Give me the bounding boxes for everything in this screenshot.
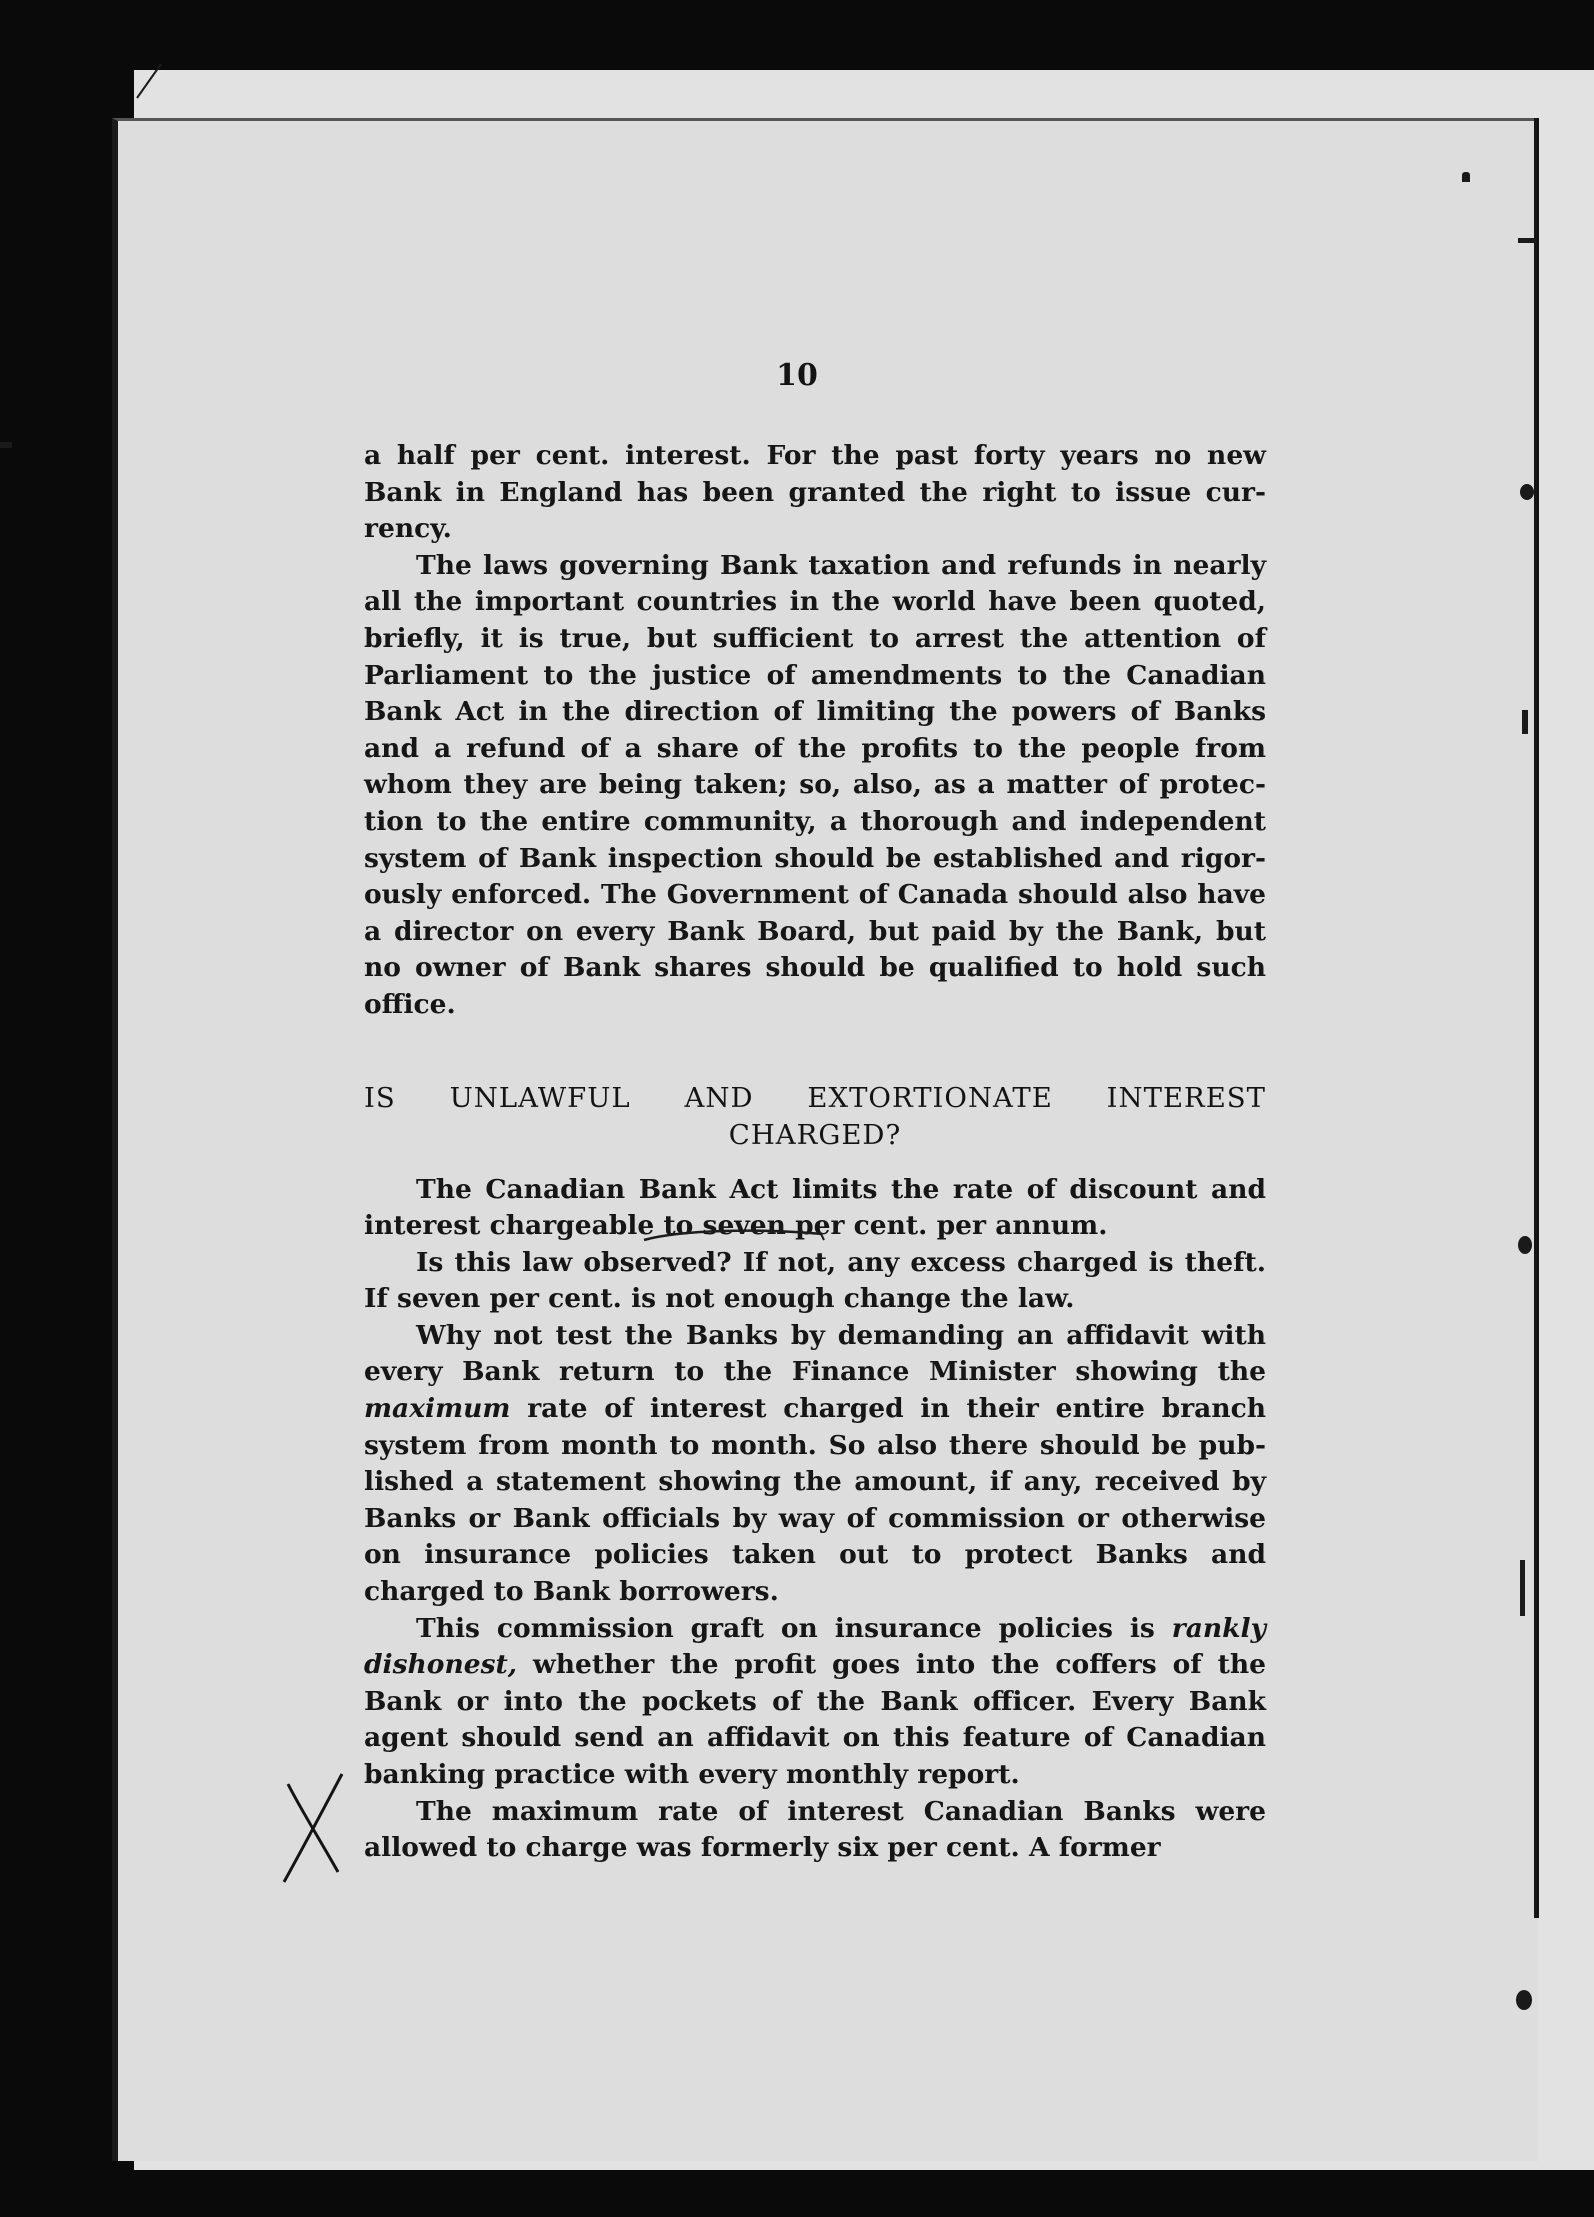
section-heading-line-1: IS UNLAWFUL AND EXTORTIONATE INTEREST bbox=[364, 1081, 1266, 1114]
edge-fleck bbox=[0, 442, 12, 448]
paragraph-text: This commission graft on insurance policies is bbox=[416, 1612, 1155, 1644]
edge-fleck bbox=[1518, 238, 1536, 243]
edge-fleck bbox=[1462, 172, 1470, 182]
paragraph: The Canadian Bank Act limits the rate of discount and interest chargeable to seven per cent. per annum. bbox=[364, 1173, 1266, 1242]
section-heading bbox=[364, 1080, 1266, 1154]
paragraph: a half per cent. interest. For the past forty years no new Bank in England has been granted the right to issue currency. bbox=[364, 440, 1266, 545]
paragraph-text: rate of interest charged in their entire branch system from month to month. So also there should be published a statement showing the amount, if any, received by Banks or Bank officials by way of commission or otherwise on insurance policies taken out to protect Banks and charged to Bank borrowers. bbox=[364, 1393, 1266, 1608]
corner-pen-stroke bbox=[135, 60, 165, 100]
handwritten-underline bbox=[640, 1226, 826, 1248]
paragraph: The maximum rate of interest Canadian Banks were allowed to charge was formerly six per cent. A former bbox=[364, 1795, 1266, 1864]
handwritten-x-mark bbox=[278, 1768, 348, 1886]
paragraph bbox=[364, 1318, 1266, 1611]
paragraph-text: whether the profit goes into the coffers of the Bank or into the pockets of the Bank officer. Every Bank agent should send an affidavit on this feature of Canadian banking practice with every monthly report. bbox=[364, 1649, 1266, 1790]
paragraph: The laws governing Bank taxation and refunds in nearly all the important countries in the world have been quoted, briefly, it is true, but sufficient to arrest the attention of Parliament to the justice of amendments to the Canadian Bank Act in the direction of limiting the powers of Banks and a refund of a share of the profits to the people from whom they are being taken; so, also, as a matter of protection to the entire community, a thorough and independent system of Bank inspection should be established and rigorously enforced. The Government of Canada should also have a director on every Bank Board, but paid by the Bank, but no owner of Bank shares should be qualified to hold such office. bbox=[364, 549, 1266, 1020]
edge-fleck bbox=[1520, 1560, 1525, 1616]
paragraph-text: Why not test the Banks by demanding an affidavit with every Bank return to the Finance Minister showing the bbox=[364, 1319, 1266, 1388]
page-number: 10 bbox=[776, 358, 818, 393]
section-heading-line-2: CHARGED? bbox=[728, 1118, 902, 1151]
paragraph: Is this law observed? If not, any excess charged is theft. If seven per cent. is not enough change the law. bbox=[364, 1246, 1266, 1315]
emphasis-text: maximum bbox=[364, 1393, 511, 1425]
edge-fleck bbox=[1518, 1236, 1532, 1254]
edge-fleck bbox=[1522, 710, 1528, 734]
paragraph bbox=[364, 1611, 1266, 1794]
body-text bbox=[364, 438, 1266, 1867]
edge-fleck bbox=[1516, 1990, 1532, 2010]
edge-fleck bbox=[1520, 484, 1534, 500]
emphasis-text: rankly dishonest, bbox=[364, 1612, 1266, 1681]
